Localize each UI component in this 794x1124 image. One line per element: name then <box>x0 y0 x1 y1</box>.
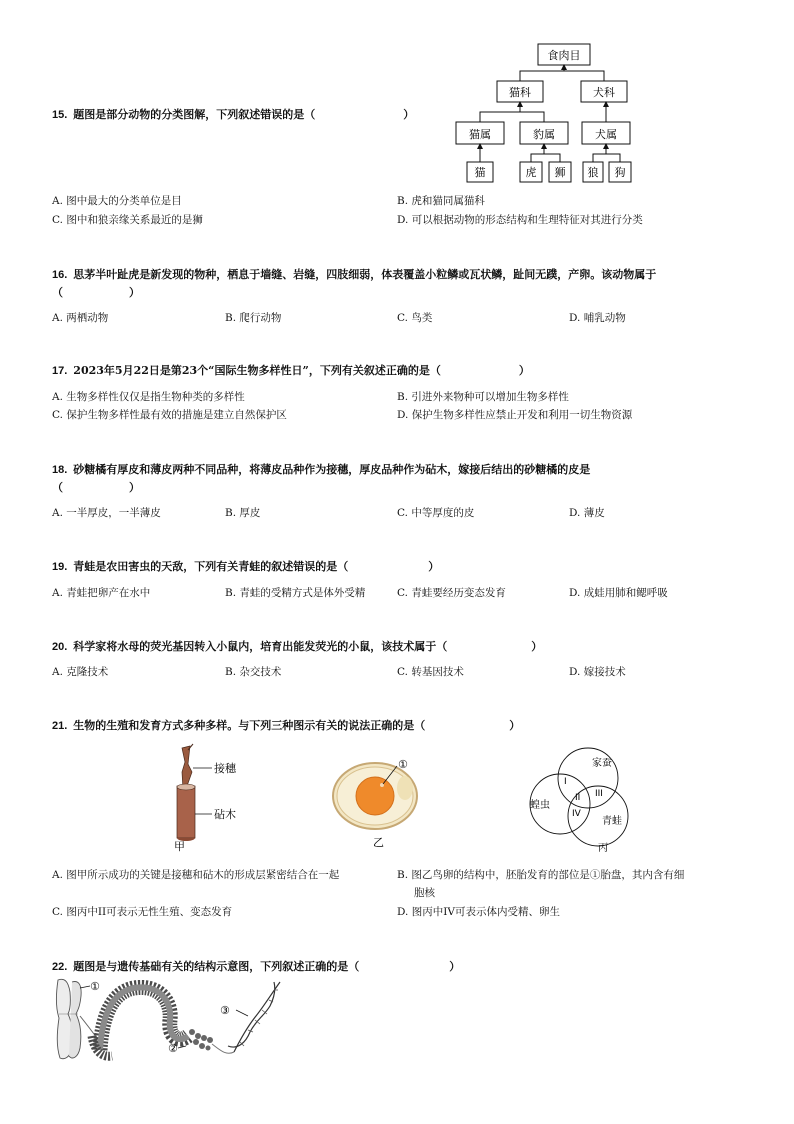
q16-option-b[interactable]: B. 爬行动物 <box>225 312 282 324</box>
q20-option-a[interactable]: A. 克隆技术 <box>52 666 109 678</box>
q18-option-c[interactable]: C. 中等厚度的皮 <box>397 507 475 519</box>
q21-option-b[interactable]: B. 图乙鸟卵的结构中，胚胎发育的部位是①胎盘，其内含有细 <box>397 869 685 881</box>
tree-genus-panthera: 豹属 <box>533 128 555 141</box>
question-16-stem: 16. 思茅半叶趾虎是新发现的物种，栖息于墙缝、岩缝，四肢细弱，体表覆盖小粒鳞或瓦状鳞，趾间无蹼，产卵。该动物属于 <box>52 268 657 281</box>
tree-order: 食肉目 <box>547 49 581 62</box>
marker-1: ① <box>90 980 100 993</box>
figure-jia-caption: 甲 <box>174 840 185 852</box>
tree-species-wolf: 狼 <box>587 166 599 179</box>
venn-region-2: II <box>575 793 581 803</box>
q21-option-c[interactable]: C. 图丙中II可表示无性生殖、变态发育 <box>52 906 233 918</box>
q16-option-c[interactable]: C. 鸟类 <box>397 312 433 324</box>
question-15-stem: 15. 题图是部分动物的分类图解，下列叙述错误的是（ ） <box>52 108 415 121</box>
marker-3: ③ <box>220 1004 230 1017</box>
q17-option-c[interactable]: C. 保护生物多样性最有效的措施是建立自然保护区 <box>52 409 287 421</box>
question-17-stem: 17. 2023年5月22日是第23个“国际生物多样性日”，下列有关叙述正确的是（ ） <box>52 364 530 377</box>
tree-species-lion: 狮 <box>554 166 566 179</box>
tree-species-dog: 狗 <box>614 166 626 179</box>
tree-family-cat: 猫科 <box>509 86 531 99</box>
figure-bing-caption: 丙 <box>598 843 608 854</box>
q15-option-c[interactable]: C. 图中和狼亲缘关系最近的是狮 <box>52 214 203 226</box>
q20-option-b[interactable]: B. 杂交技术 <box>225 666 282 678</box>
q19-option-a[interactable]: A. 青蛙把卵产在水中 <box>52 587 151 599</box>
figure-yi-caption: 乙 <box>373 836 384 849</box>
grafting-figure <box>160 742 260 852</box>
q18-option-d[interactable]: D. 薄皮 <box>569 507 605 519</box>
q21-option-a[interactable]: A. 图甲所示成功的关键是接穗和砧木的形成层紧密结合在一起 <box>52 869 340 881</box>
tree-genus-canis: 犬属 <box>595 128 617 141</box>
tree-species-tiger: 虎 <box>525 166 537 179</box>
question-18-answer-blank: （ ） <box>52 481 140 494</box>
q17-option-b[interactable]: B. 引进外来物种可以增加生物多样性 <box>397 391 569 403</box>
q21-option-d[interactable]: D. 图丙中IV可表示体内受精、卵生 <box>397 906 560 918</box>
q17-option-a[interactable]: A. 生物多样性仅仅是指生物种类的多样性 <box>52 391 245 403</box>
question-21-stem: 21. 生物的生殖和发育方式多种多样。与下列三种图示有关的说法正确的是（ ） <box>52 719 521 732</box>
question-18-stem: 18. 砂糖橘有厚皮和薄皮两种不同品种，将薄皮品种作为接穗，厚皮品种作为砧木，嫁接后结出的砂糖橘的皮是 <box>52 463 591 476</box>
q19-option-d[interactable]: D. 成蛙用肺和鳃呼吸 <box>569 587 668 599</box>
venn-frog: 青蛙 <box>602 816 622 827</box>
venn-silkworm: 家蚕 <box>592 758 612 769</box>
tree-family-dog: 犬科 <box>593 86 615 99</box>
q19-option-c[interactable]: C. 青蛙要经历变态发育 <box>397 587 506 599</box>
q18-option-b[interactable]: B. 厚皮 <box>225 507 261 519</box>
venn-region-1: I <box>564 777 567 787</box>
question-16-answer-blank: （ ） <box>52 286 140 299</box>
tree-genus-felis: 猫属 <box>469 128 491 141</box>
venn-locust: 蝗虫 <box>530 800 550 811</box>
chromosome-dna-figure <box>50 976 285 1064</box>
q17-option-d[interactable]: D. 保护生物多样性应禁止开发和利用一切生物资源 <box>397 409 633 421</box>
q20-option-c[interactable]: C. 转基因技术 <box>397 666 464 678</box>
scion-label: 接穗 <box>214 762 236 775</box>
q19-option-b[interactable]: B. 青蛙的受精方式是体外受精 <box>225 587 366 599</box>
question-22-stem: 22. 题图是与遗传基础有关的结构示意图，下列叙述正确的是（ ） <box>52 960 461 973</box>
rootstock-label: 砧木 <box>214 808 236 821</box>
q21-option-b-continued: 胞核 <box>414 887 435 899</box>
bird-egg-figure <box>325 748 435 852</box>
q15-option-a[interactable]: A. 图中最大的分类单位是目 <box>52 195 182 207</box>
q16-option-d[interactable]: D. 哺乳动物 <box>569 312 626 324</box>
egg-marker-1: ① <box>398 758 408 771</box>
question-20-stem: 20. 科学家将水母的荧光基因转入小鼠内，培育出能发荧光的小鼠，该技术属于（ ） <box>52 640 543 653</box>
venn-diagram-figure <box>520 742 635 854</box>
q18-option-a[interactable]: A. 一半厚皮，一半薄皮 <box>52 507 161 519</box>
tree-species-cat: 猫 <box>474 166 486 179</box>
q15-option-d[interactable]: D. 可以根据动物的形态结构和生理特征对其进行分类 <box>397 214 643 226</box>
venn-region-3: III <box>595 789 603 799</box>
question-19-stem: 19. 青蛙是农田害虫的天敌，下列有关青蛙的叙述错误的是（ ） <box>52 560 440 573</box>
marker-2: ② <box>168 1042 178 1055</box>
venn-region-4: IV <box>572 809 581 819</box>
q15-option-b[interactable]: B. 虎和猫同属猫科 <box>397 195 485 207</box>
q20-option-d[interactable]: D. 嫁接技术 <box>569 666 626 678</box>
classification-tree-figure <box>450 40 640 186</box>
q16-option-a[interactable]: A. 两栖动物 <box>52 312 109 324</box>
